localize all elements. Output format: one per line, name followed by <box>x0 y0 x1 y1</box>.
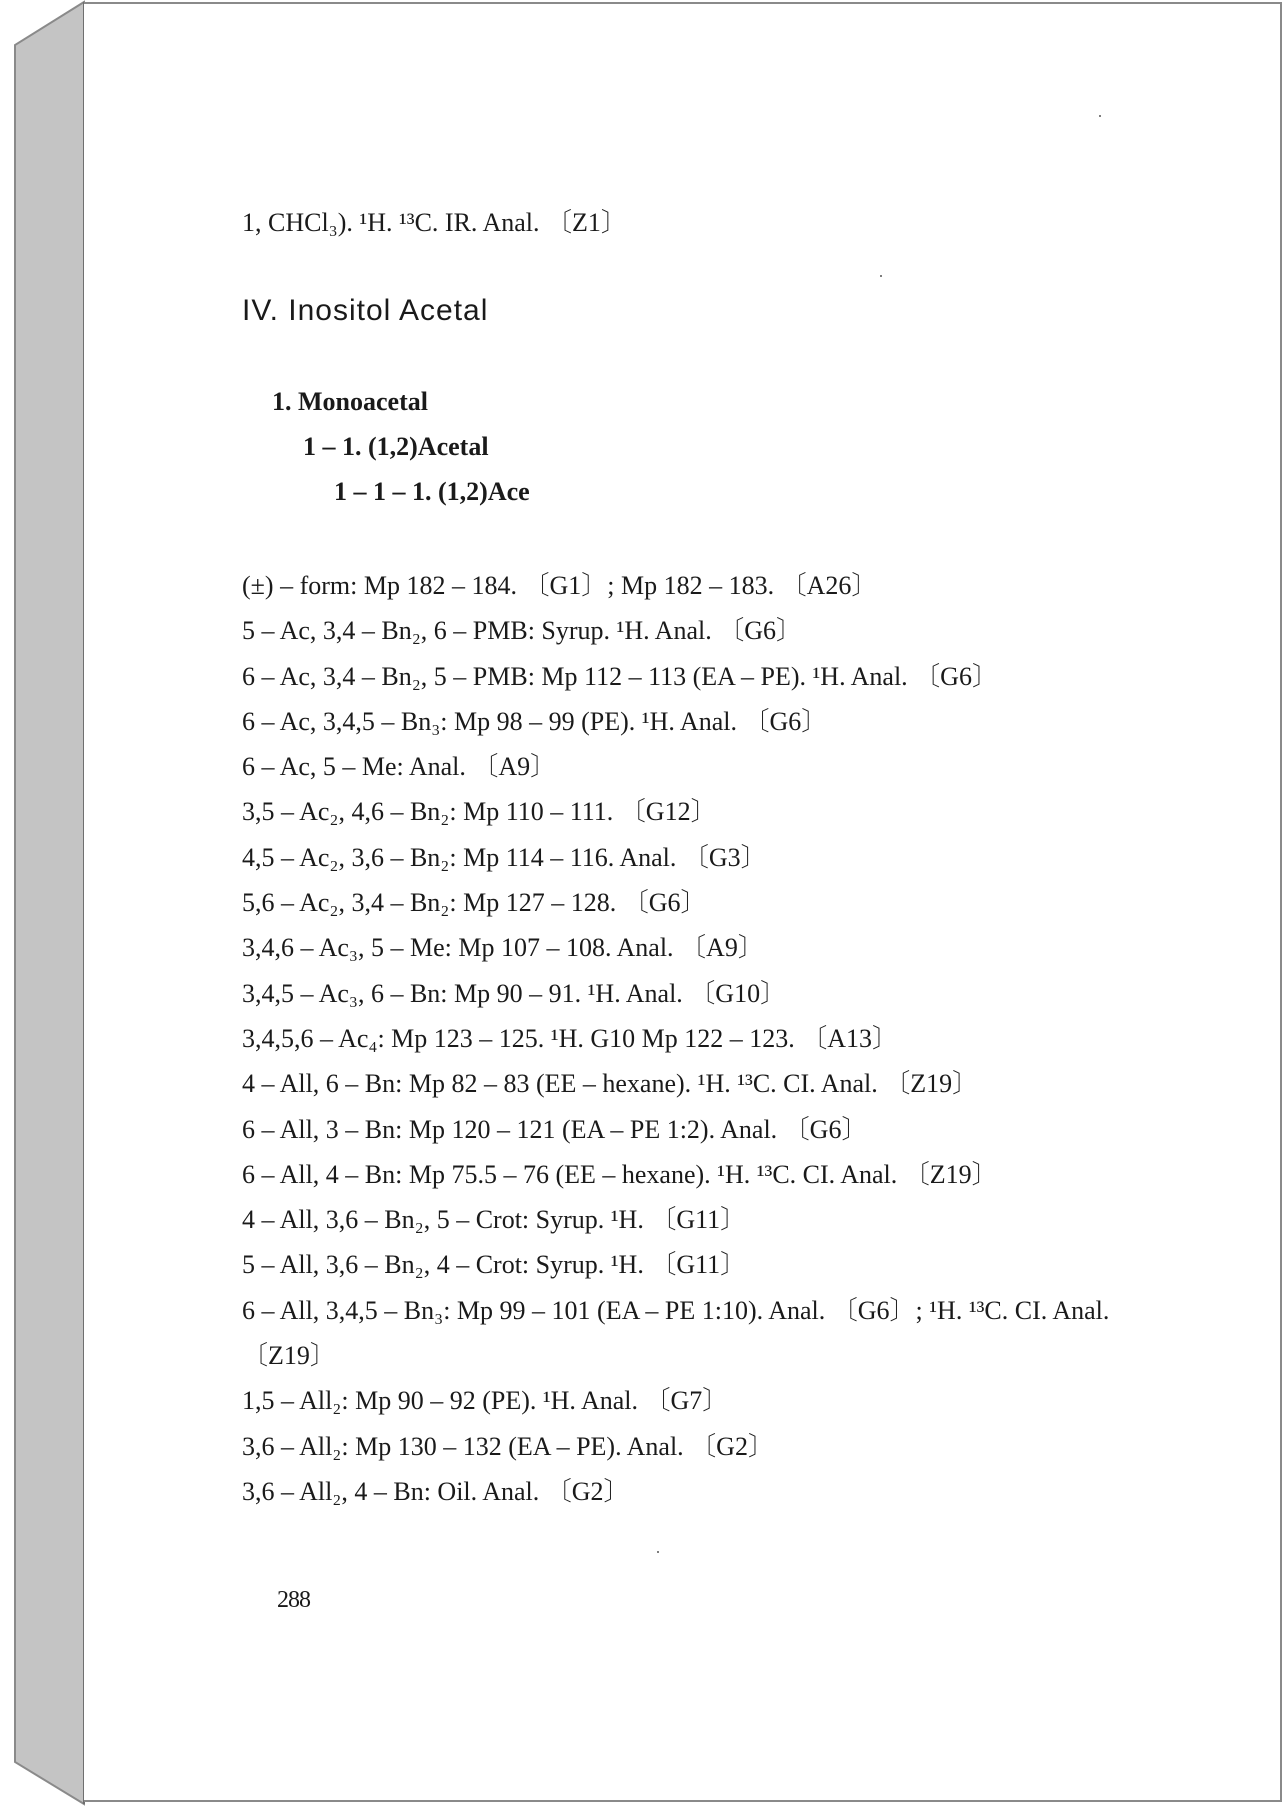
compound-entry: 1,5 – All₂: Mp 90 – 92 (PE). ¹H. Anal. 〔G7〕 <box>242 1386 729 1416</box>
compound-entry: 3,6 – All₂, 4 – Bn: Oil. Anal. 〔G2〕 <box>242 1476 630 1506</box>
compound-entry: 3,4,5 – Ac₃, 6 – Bn: Mp 90 – 91. ¹H. Anal. 〔G10〕 <box>242 978 787 1008</box>
heading-12-acetal: 1 – 1. (1,2)Acetal <box>303 432 489 461</box>
compound-entry: (±) – form: Mp 182 – 184. 〔G1〕; Mp 182 – 183. 〔A26〕 <box>242 571 878 600</box>
scan-speck <box>1099 115 1101 117</box>
compound-entry: 3,6 – All₂: Mp 130 – 132 (EA – PE). Anal. 〔G2〕 <box>242 1431 774 1461</box>
compound-entry: 5 – Ac, 3,4 – Bn₂, 6 – PMB: Syrup. ¹H. Anal. 〔G6〕 <box>242 616 803 646</box>
compound-entry: 5 – All, 3,6 – Bn₂, 4 – Crot: Syrup. ¹H. 〔G11〕 <box>242 1250 747 1280</box>
compound-entry: 4,5 – Ac₂, 3,6 – Bn₂: Mp 114 – 116. Anal. 〔G3〕 <box>242 842 767 872</box>
compound-entry: 3,5 – Ac₂, 4,6 – Bn₂: Mp 110 – 111. 〔G12〕 <box>242 797 717 827</box>
heading-12-ace: 1 – 1 – 1. (1,2)Ace <box>334 477 530 506</box>
compound-entry-list <box>242 563 1162 1514</box>
compound-entry: 6 – Ac, 3,4,5 – Bn₃: Mp 98 – 99 (PE). ¹H. Anal. 〔G6〕 <box>242 706 828 736</box>
scan-speck <box>657 1551 659 1553</box>
compound-entry: 3,4,6 – Ac₃, 5 – Me: Mp 107 – 108. Anal. 〔A9〕 <box>242 933 764 963</box>
continued-line: 1, CHCl₃). ¹H. ¹³C. IR. Anal. 〔Z1〕 <box>242 208 627 237</box>
compound-entry: 6 – All, 4 – Bn: Mp 75.5 – 76 (EE – hexane). ¹H. ¹³C. CI. Anal. 〔Z19〕 <box>242 1159 998 1189</box>
compound-entry: 6 – All, 3,4,5 – Bn₃: Mp 99 – 101 (EA – PE 1:10). Anal. 〔G6〕; ¹H. ¹³C. CI. Anal. 〔Z19〕 <box>242 1295 1110 1371</box>
compound-entry: 6 – Ac, 5 – Me: Anal. 〔A9〕 <box>242 752 557 782</box>
compound-entry: 6 – All, 3 – Bn: Mp 120 – 121 (EA – PE 1:2). Anal. 〔G6〕 <box>242 1114 868 1144</box>
compound-entry: 4 – All, 3,6 – Bn₂, 5 – Crot: Syrup. ¹H. 〔G11〕 <box>242 1205 747 1235</box>
page-number: 288 <box>277 1587 310 1613</box>
section-title: IV. Inositol Acetal <box>242 294 489 327</box>
compound-entry: 5,6 – Ac₂, 3,4 – Bn₂: Mp 127 – 128. 〔G6〕 <box>242 888 707 918</box>
compound-entry: 3,4,5,6 – Ac₄: Mp 123 – 125. ¹H. G10 Mp 122 – 123. 〔A13〕 <box>242 1023 899 1053</box>
compound-entry: 6 – Ac, 3,4 – Bn₂, 5 – PMB: Mp 112 – 113 (EA – PE). ¹H. Anal. 〔G6〕 <box>242 661 998 691</box>
heading-monoacetal: 1. Monoacetal <box>272 387 428 416</box>
compound-entry: 4 – All, 6 – Bn: Mp 82 – 83 (EE – hexane). ¹H. ¹³C. CI. Anal. 〔Z19〕 <box>242 1069 979 1099</box>
scan-speck <box>880 275 882 277</box>
